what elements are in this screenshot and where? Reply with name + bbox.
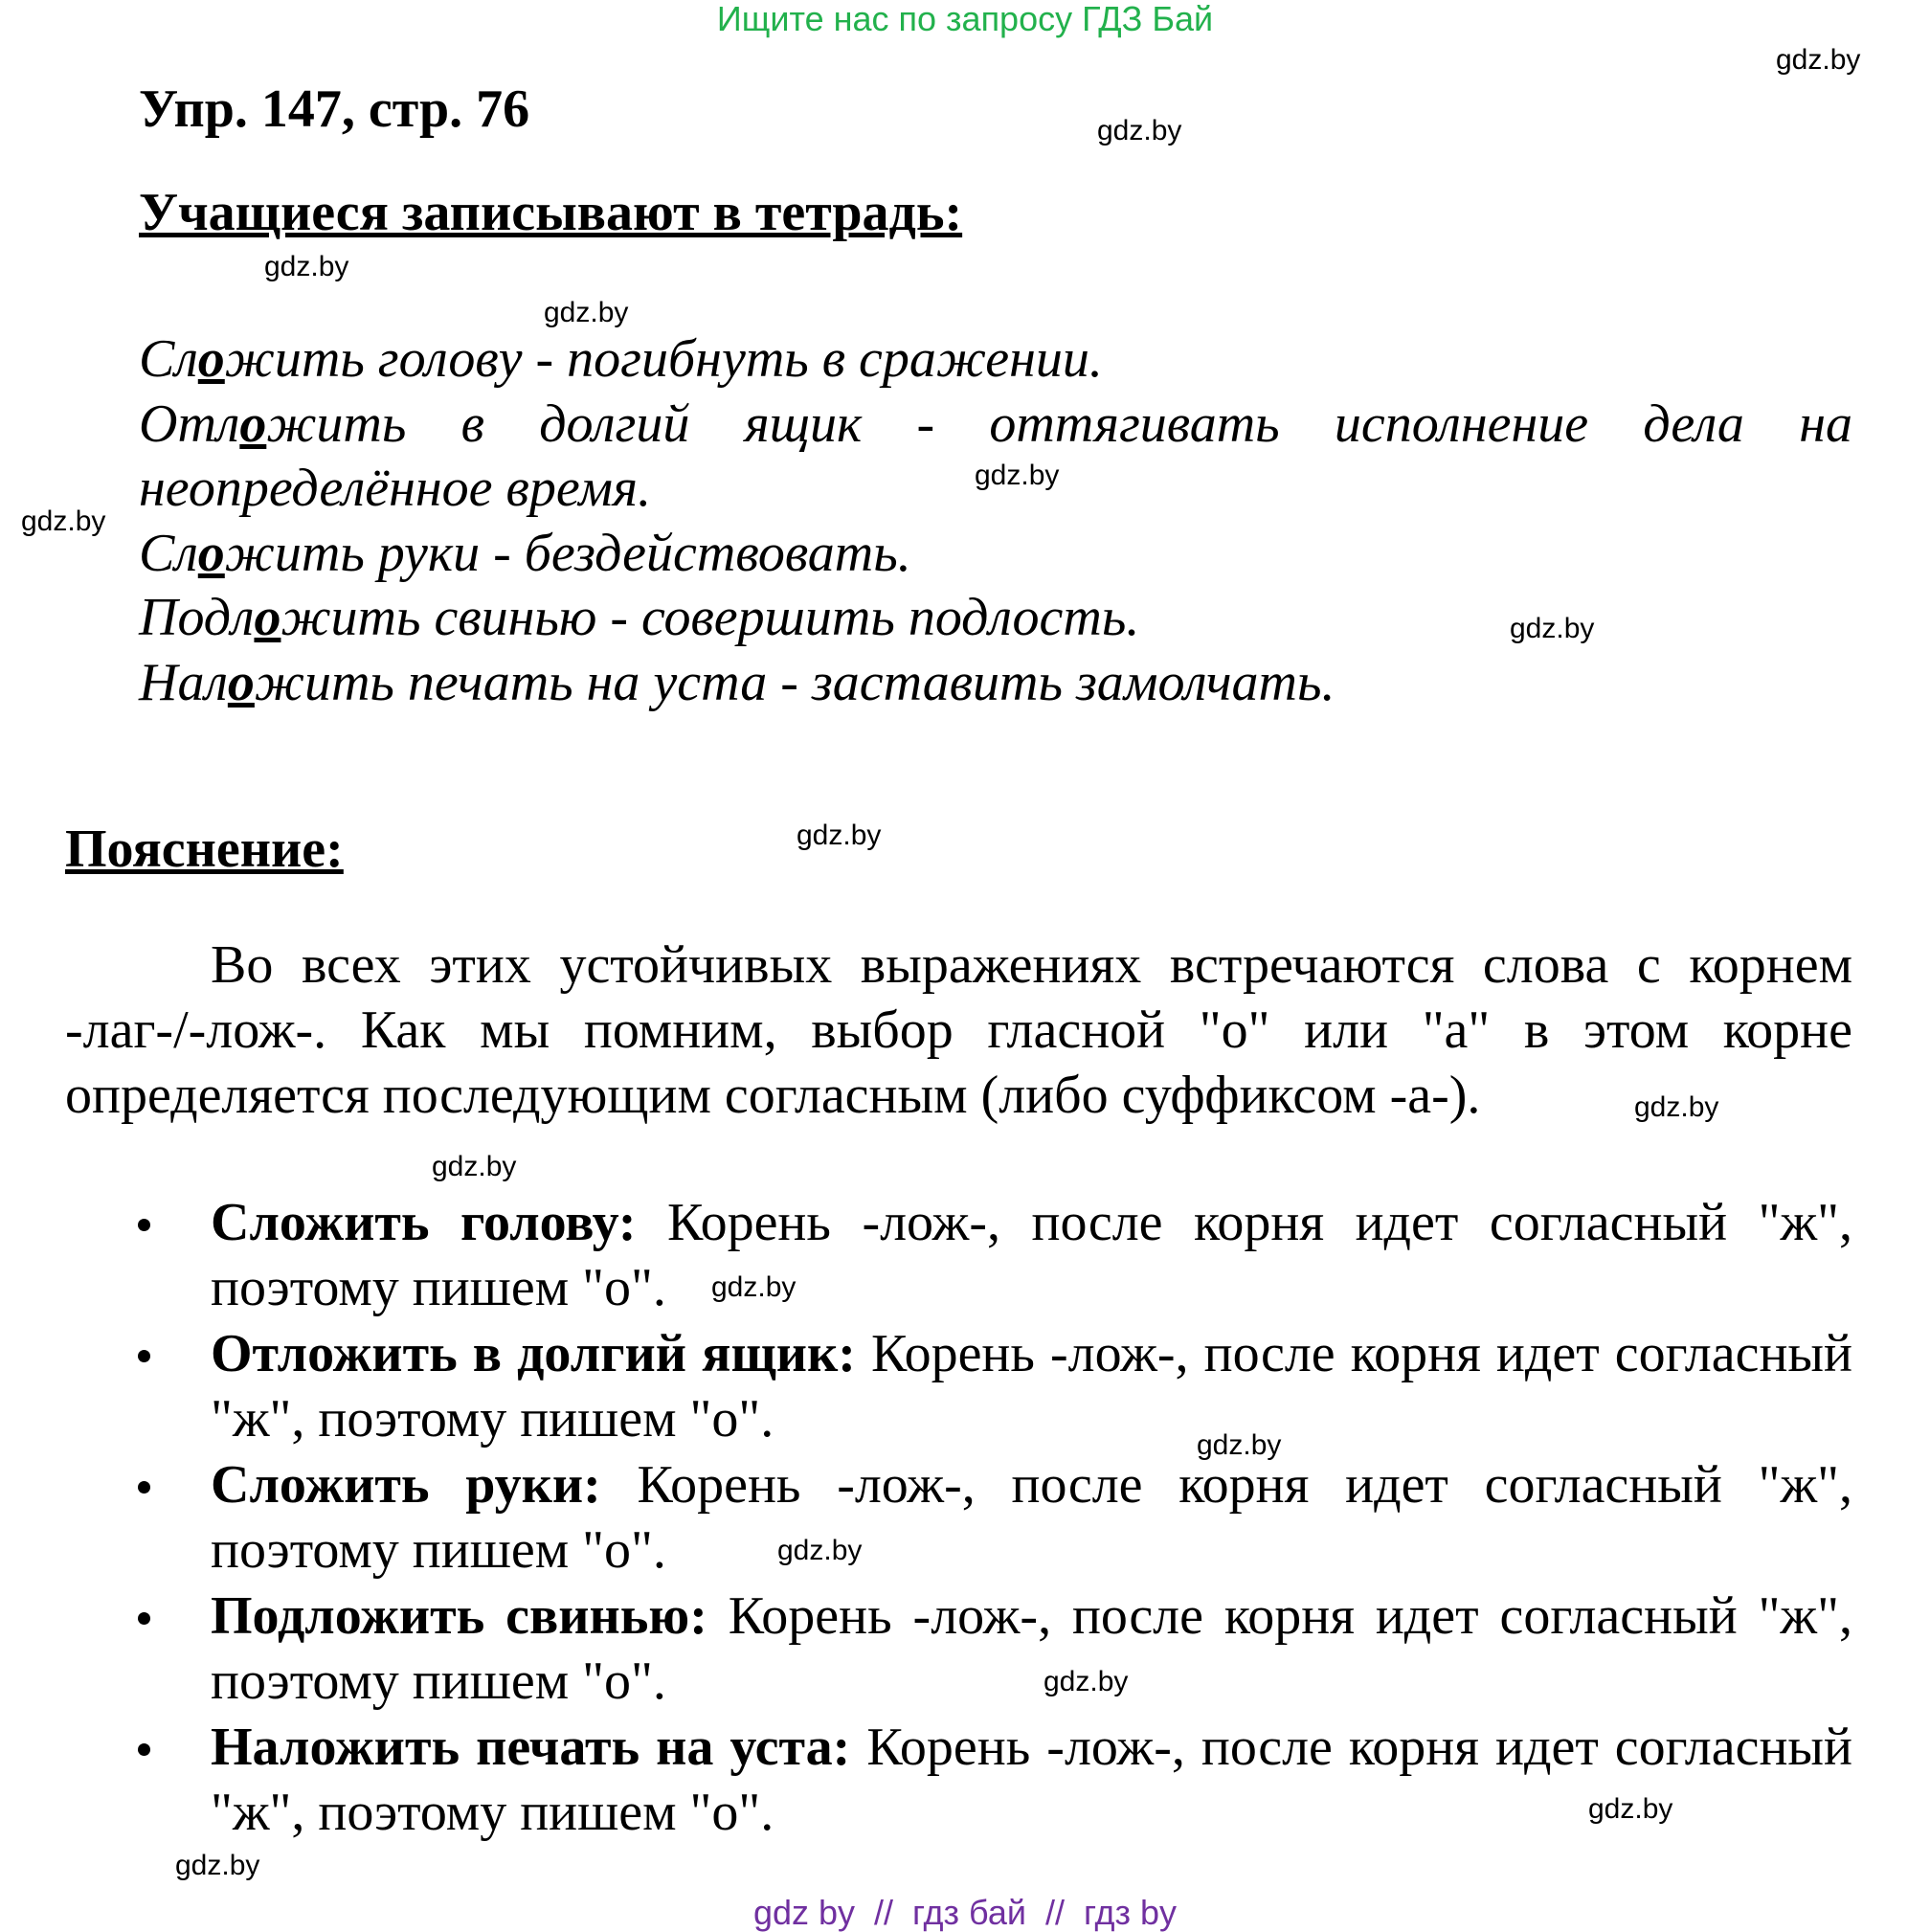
bullet-term: Отложить в долгий ящик: — [211, 1324, 856, 1383]
bullet-term: Сложить руки: — [211, 1455, 601, 1515]
bullet-item — [211, 1584, 1852, 1714]
watermark: gdz.by — [1634, 1091, 1719, 1123]
watermark: gdz.by — [432, 1151, 517, 1182]
watermark: gdz.by — [1097, 115, 1182, 146]
footer-links: gdz by // гдз бай // гдз by — [752, 1893, 1178, 1932]
vowel-highlight: о — [239, 393, 267, 454]
bullet-term: Сложить голову: — [211, 1193, 637, 1252]
watermark: gdz.by — [264, 251, 349, 282]
phrase-item: Сложить голову - погибнуть в сражении. — [139, 329, 1103, 389]
bullet-term: Подложить свинью: — [211, 1586, 707, 1646]
phrase-list — [139, 327, 1852, 715]
watermark: gdz.by — [175, 1850, 260, 1881]
phrase-item: Отложить в долгий ящик - оттягивать исполнение дела на неопределённое время. — [139, 393, 1852, 518]
watermark: gdz.by — [777, 1535, 863, 1566]
explanation-heading: Пояснение: — [65, 820, 344, 879]
vowel-highlight: о — [197, 523, 225, 583]
watermark: gdz.by — [1044, 1666, 1129, 1697]
bullet-text: Корень -лож-, после корня идет согласный "ж", поэтому пишем "о". — [211, 1193, 1852, 1317]
watermark: gdz.by — [975, 460, 1060, 491]
watermark: gdz.by — [1588, 1793, 1673, 1825]
bullet-icon — [138, 1481, 150, 1494]
bullet-text: Корень -лож-, после корня идет согласный "ж", поэтому пишем "о". — [211, 1455, 1852, 1580]
bullet-icon — [138, 1743, 150, 1756]
watermark: gdz.by — [1510, 613, 1595, 644]
phrase-item: Подложить свинью - совершить подлость. — [139, 588, 1140, 647]
bullet-list — [211, 1190, 1852, 1846]
bullet-icon — [138, 1350, 150, 1362]
watermark: gdz.by — [21, 505, 106, 537]
watermark: gdz.by — [711, 1271, 797, 1303]
bullet-item — [211, 1190, 1852, 1320]
bullet-text: Корень -лож-, после корня идет согласный "ж", поэтому пишем "о". — [211, 1718, 1852, 1842]
bullet-item — [211, 1321, 1852, 1451]
bullet-icon — [138, 1612, 150, 1625]
explanation-paragraph: Во всех этих устойчивых выражениях встречаются слова с корнем -лаг-/-лож-. Как мы помним, выбор гласной "о" или "а" в этом корне определяется последующим согласным (либо суффиксом -а-). — [65, 935, 1852, 1125]
phrase-item: Наложить печать на уста - заставить замолчать. — [139, 652, 1335, 712]
watermark: gdz.by — [1197, 1429, 1282, 1461]
bullet-text: Корень -лож-, после корня идет согласный "ж", поэтому пишем "о". — [211, 1586, 1852, 1711]
watermark: gdz.by — [544, 297, 629, 328]
vowel-highlight: о — [254, 588, 281, 647]
vowel-highlight: о — [227, 652, 255, 712]
bullet-icon — [138, 1219, 150, 1231]
notebook-heading: Учащиеся записывают в тетрадь: — [139, 183, 963, 242]
exercise-title: Упр. 147, стр. 76 — [139, 79, 530, 139]
phrase-item: Сложить руки - бездействовать. — [139, 523, 911, 583]
top-banner: Ищите нас по запросу ГДЗ Бай — [716, 0, 1214, 38]
watermark: gdz.by — [1776, 44, 1861, 76]
bullet-term: Наложить печать на уста: — [211, 1718, 851, 1777]
bullet-text: Корень -лож-, после корня идет согласный "ж", поэтому пишем "о". — [211, 1324, 1853, 1449]
watermark: gdz.by — [797, 820, 882, 851]
bullet-item — [211, 1452, 1852, 1583]
vowel-highlight: о — [197, 329, 225, 389]
